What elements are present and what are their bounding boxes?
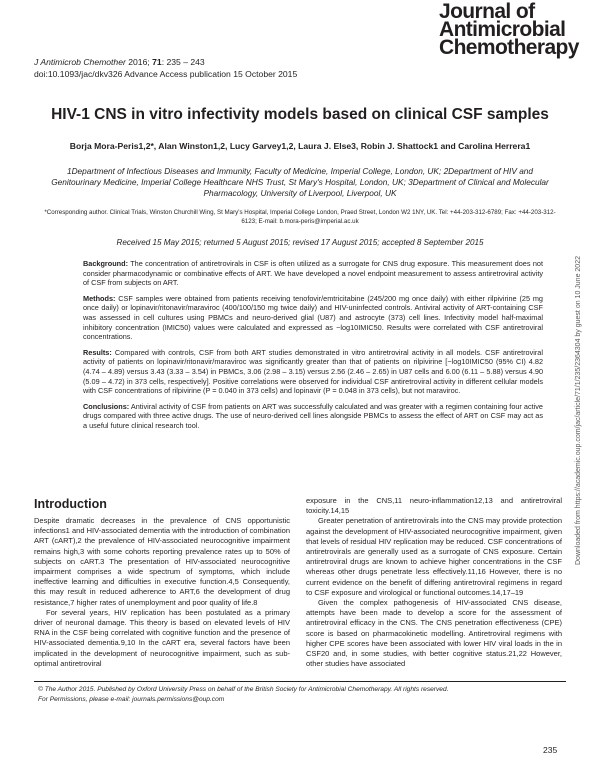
journal-abbrev: J Antimicrob Chemother: [34, 57, 126, 67]
corresponding-author: *Corresponding author. Clinical Trials, Winston Churchill Wing, St Mary's Hospital, Imperial College London, Praed Street, London W2 1NY, UK. Tel: +44-203-312-6789; Fax: +44-203-312-6123; E-mail: b.mora-peris@imperial.ac.uk: [44, 209, 556, 225]
paragraph: Given the complex pathogenesis of HIV-associated CNS disease, attempts have been made to develop a score for the assessment of antiretroviral efficacy in the CNS. The CNS penetration effectiveness (CPE) score is based on pharmacokinetic modelling. Antiretroviral regimens with higher CPE scores have been associated with lower HIV viral loads in the in CSF20 and, in some studies, with better cognitive status.21,22 However, other studies have associated: [306, 598, 562, 669]
journal-title-line: Antimicrobial: [439, 18, 566, 41]
footer-notice: [38, 685, 448, 704]
page-number: 235: [543, 745, 558, 755]
section-heading: Introduction: [34, 497, 107, 511]
journal-title-line: Journal of: [439, 0, 535, 23]
permissions: For Permissions, please e-mail: journals.permissions@oup.com: [38, 695, 225, 703]
received-dates: Received 15 May 2015; returned 5 August 2015; revised 17 August 2015; accepted 8 September 2015: [116, 238, 484, 247]
journal-reference: [34, 56, 297, 80]
affiliations: 1Department of Infectious Diseases and Immunity, Faculty of Medicine, Imperial College, London, UK; 2Department of HIV and Genitourinary Medicine, Imperial College Healthcare NHS Trust, St Mary's Hospital, London, UK; 3Department of Clinical and Molecular Pharmacology, University of Liverpool, Liverpool, UK: [51, 166, 549, 198]
journal-title-line: Chemotherapy: [439, 36, 579, 59]
citation-line: [34, 56, 297, 68]
doi-line: doi:10.1093/jac/dkv326 Advance Access publication 15 October 2015: [34, 69, 298, 79]
paragraph: Greater penetration of antiretrovirals into the CNS may provide protection against the development of HIV-associated neurocognitive impairment, given that levels of residual HIV replication may be reduced. CSF concentrations of antiretrovirals are generally used as a surrogate of CNS exposure. Certain antiretroviral drugs are known to achieve higher concentrations in the CSF whereas other drugs penetrate less effectively.11,16 However, there is no current evidence on the benefit of differing antiretroviral regimens in regard to CSF exposure and virological or functional outcomes.14,17–19: [306, 516, 562, 597]
volume: 71: [152, 57, 162, 67]
pages: : 235 – 243: [161, 57, 205, 67]
download-note: Downloaded from https://academic.oup.com/jac/article/71/1/235/2364304 by guest on 10 June 2022: [575, 256, 582, 565]
year: 2016;: [125, 57, 153, 67]
paragraph: For several years, HIV replication has been postulated as a primary driver of neuronal damage. This theory is based on elevated levels of HIV RNA in the CSF being correlated with cognitive function and the presence of HIV-associated dementia.9,10 In the cART era, several factors have been implicated in the development of neurocognitive impairment, such as sub-optimal antiretroviral: [34, 607, 290, 668]
abstract-conclusions: Conclusions: Antiviral activity of CSF from patients on ART was successfully calculated and was greater with a regimen containing four active drugs compared with three active drugs. The use of neuro-derived cell lines alongside PBMCs to assess the effect of ART on CSF may act as a useful future clinical research tool.: [83, 401, 543, 430]
footer-divider: [34, 681, 566, 682]
right-column: [306, 496, 562, 669]
left-column: [34, 516, 290, 669]
journal-logo: [439, 0, 589, 59]
paragraph: exposure in the CNS,11 neuro-inflammation12,13 and antiretroviral toxicity.14,15: [306, 496, 562, 516]
abstract-methods: Methods: CSF samples were obtained from patients receiving tenofovir/emtricitabine (245/200 mg once daily) with either rilpivirine (25 mg once daily) or lopinavir/ritonavir/maraviroc (400/100/150 mg twice daily) and HIV-uninfected controls. Antiviral activity of ART-containing CSF was assessed in cell cultures using PBMCs and neuro-derived glial (U87) and astrocyte (373) cell lines. Infectivity model half-maximal inhibitory concentration (IMIC50) values were calculated and expressed as −log10IMIC50. Results were correlated with CSF antiretroviral concentrations.: [83, 293, 543, 342]
paper-title: HIV-1 CNS in vitro infectivity models based on clinical CSF samples: [51, 106, 549, 123]
copyright: © The Author 2015. Published by Oxford University Press on behalf of the British Society for Antimicrobial Chemotherapy. All rights reserved.: [38, 686, 449, 693]
abstract-background: Background: The concentration of antiretrovirals in CSF is often utilized as a surrogate for CNS drug exposure. This measurement does not consider pharmacodynamic or combinative effects of ART. We have developed a novel endpoint measurement to assess antiretroviral activity of CSF from subjects on ART.: [83, 259, 543, 288]
paragraph: Despite dramatic decreases in the prevalence of CNS opportunistic infections1 and HIV-associated dementia with the introduction of combination ART (cART),2 the prevalence of HIV-associated neurocognitive impairment remains high,3 with some cohorts reporting prevalence rates up to 50% of subjects on cART.3 The presentation of HIV-associated neurocognitive impairment comprises a wide spectrum of symptoms, which include ineffective learning and difficulties in executive function.4,5 Consequently, this may result in reduced adherence to ART,6 the development of drug resistance,7 higher rates of unemployment and poor quality of life.8: [34, 516, 290, 607]
abstract-results: Results: Compared with controls, CSF from both ART studies demonstrated in vitro antiretroviral activity in all models. CSF antiretroviral activity of patients on lopinavir/ritonavir/maraviroc was significantly greater than that of patients on rilpivirine [−log10IMIC50 (95% CI) 4.82 (4.74 – 4.89) versus 3.43 (3.33 – 3.54) in PBMCs, 3.06 (2.98 – 3.15) versus 2.56 (2.46 – 2.65) in U87 cells and 6.00 (6.11 – 5.88) versus 4.90 (5.09 – 4.72) in 373 cells, respectively]. Positive correlations were observed for individual CSF antiretroviral activity in different cellular models with CSF concentrations of rilpivirine (P = 0.040 in 373 cells) and lopinavir (P = 0.048 in 373 cells), but not maraviroc.: [83, 347, 543, 396]
author-list: Borja Mora-Peris1,2*, Alan Winston1,2, Lucy Garvey1,2, Laura J. Else3, Robin J. Shattock1 and Carolina Herrera1: [69, 141, 531, 151]
abstract: [83, 259, 543, 437]
